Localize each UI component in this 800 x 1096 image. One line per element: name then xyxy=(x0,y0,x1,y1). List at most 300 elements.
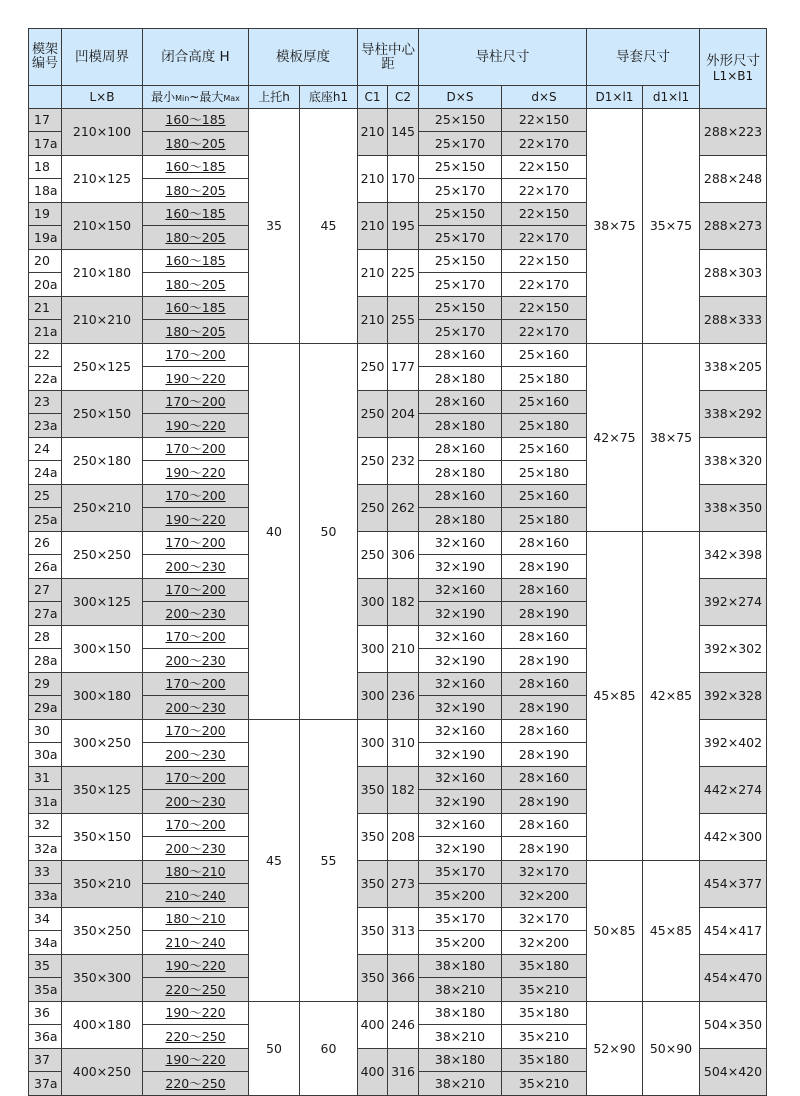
model-no-a: 20a xyxy=(29,273,62,297)
post-center-c2: 210 xyxy=(388,626,419,673)
post-size-upper: 38×180 xyxy=(419,1002,502,1025)
model-no-a: 21a xyxy=(29,320,62,344)
post-center-c1: 400 xyxy=(358,1002,388,1049)
cavity-size: 210×210 xyxy=(62,297,143,344)
post-size-lower-a: 28×190 xyxy=(502,602,587,626)
guide-bush-lower: 42×85 xyxy=(643,532,700,861)
closed-height-min: 190～220 xyxy=(143,955,249,978)
sub-min-max xyxy=(143,86,249,109)
post-center-c1: 210 xyxy=(358,297,388,344)
header-bush-size: 导套尺寸 xyxy=(587,29,700,86)
post-size-upper-a: 28×180 xyxy=(419,414,502,438)
post-size-upper: 32×160 xyxy=(419,720,502,743)
model-no-a: 25a xyxy=(29,508,62,532)
outer-size: 454×417 xyxy=(700,908,767,955)
closed-height-max: 200～230 xyxy=(143,837,249,861)
post-center-c1: 210 xyxy=(358,156,388,203)
model-no: 25 xyxy=(29,485,62,508)
cavity-size: 250×180 xyxy=(62,438,143,485)
post-size-upper: 32×160 xyxy=(419,673,502,696)
table-row xyxy=(29,532,767,555)
closed-height-max: 190～220 xyxy=(143,367,249,391)
post-center-c2: 306 xyxy=(388,532,419,579)
post-size-upper: 35×170 xyxy=(419,908,502,931)
post-size-lower: 25×160 xyxy=(502,344,587,367)
model-no-a: 37a xyxy=(29,1072,62,1096)
cavity-size: 350×125 xyxy=(62,767,143,814)
post-center-c2: 262 xyxy=(388,485,419,532)
model-no-a: 19a xyxy=(29,226,62,250)
closed-height-max: 190～220 xyxy=(143,461,249,485)
model-no: 19 xyxy=(29,203,62,226)
post-size-lower: 28×160 xyxy=(502,767,587,790)
post-size-lower: 28×160 xyxy=(502,720,587,743)
closed-height-max: 180～205 xyxy=(143,273,249,297)
outer-size: 288×303 xyxy=(700,250,767,297)
cavity-size: 300×180 xyxy=(62,673,143,720)
guide-bush-lower: 45×85 xyxy=(643,861,700,1002)
post-center-c2: 236 xyxy=(388,673,419,720)
post-center-c2: 366 xyxy=(388,955,419,1002)
top-plate-thickness: 40 xyxy=(249,344,300,720)
post-center-c1: 300 xyxy=(358,626,388,673)
post-size-lower-a: 35×210 xyxy=(502,1025,587,1049)
post-size-lower: 22×150 xyxy=(502,297,587,320)
closed-height-min: 190～220 xyxy=(143,1002,249,1025)
post-center-c1: 250 xyxy=(358,391,388,438)
outer-size: 392×402 xyxy=(700,720,767,767)
outer-size: 338×320 xyxy=(700,438,767,485)
post-size-upper-a: 25×170 xyxy=(419,226,502,250)
cavity-size: 400×180 xyxy=(62,1002,143,1049)
post-size-lower-a: 25×180 xyxy=(502,461,587,485)
header-closed-height: 闭合高度 H xyxy=(143,29,249,86)
closed-height-min: 170～200 xyxy=(143,532,249,555)
outer-size: 504×350 xyxy=(700,1002,767,1049)
sub-c2: C2 xyxy=(388,86,419,109)
post-size-upper-a: 25×170 xyxy=(419,320,502,344)
post-size-upper-a: 32×190 xyxy=(419,602,502,626)
header-post-center: 导柱中心距 xyxy=(358,29,419,86)
die-set-spec-table xyxy=(28,28,767,1096)
post-size-lower: 28×160 xyxy=(502,579,587,602)
closed-height-min: 190～220 xyxy=(143,1049,249,1072)
post-size-lower-a: 22×170 xyxy=(502,226,587,250)
closed-height-min: 180～210 xyxy=(143,908,249,931)
top-plate-thickness: 50 xyxy=(249,1002,300,1096)
closed-height-max: 210～240 xyxy=(143,931,249,955)
closed-height-min: 180～210 xyxy=(143,861,249,884)
guide-bush-upper: 45×85 xyxy=(587,532,643,861)
post-size-upper-a: 35×200 xyxy=(419,884,502,908)
model-no-a: 34a xyxy=(29,931,62,955)
post-size-lower: 35×180 xyxy=(502,955,587,978)
closed-height-max: 220～250 xyxy=(143,978,249,1002)
post-size-lower-a: 28×190 xyxy=(502,743,587,767)
post-size-lower: 25×160 xyxy=(502,485,587,508)
guide-bush-lower: 50×90 xyxy=(643,1002,700,1096)
model-no: 32 xyxy=(29,814,62,837)
post-center-c1: 300 xyxy=(358,673,388,720)
post-size-upper-a: 28×180 xyxy=(419,461,502,485)
post-center-c2: 273 xyxy=(388,861,419,908)
outer-size: 454×470 xyxy=(700,955,767,1002)
base-plate-thickness: 60 xyxy=(300,1002,358,1096)
closed-height-min: 170～200 xyxy=(143,344,249,367)
post-center-c1: 250 xyxy=(358,438,388,485)
post-size-upper-a: 38×210 xyxy=(419,1025,502,1049)
outer-size: 288×248 xyxy=(700,156,767,203)
model-no-a: 27a xyxy=(29,602,62,626)
model-no-a: 33a xyxy=(29,884,62,908)
outer-size: 442×274 xyxy=(700,767,767,814)
top-plate-thickness: 45 xyxy=(249,720,300,1002)
cavity-size: 350×300 xyxy=(62,955,143,1002)
post-center-c2: 208 xyxy=(388,814,419,861)
post-size-lower: 22×150 xyxy=(502,250,587,273)
sub-max: 最大 xyxy=(199,89,224,104)
post-size-lower: 25×160 xyxy=(502,438,587,461)
post-size-upper-a: 32×190 xyxy=(419,837,502,861)
outer-size: 288×333 xyxy=(700,297,767,344)
post-center-c1: 300 xyxy=(358,579,388,626)
model-no: 29 xyxy=(29,673,62,696)
guide-bush-upper: 42×75 xyxy=(587,344,643,532)
post-center-c1: 250 xyxy=(358,532,388,579)
sub-bush-d1l1-lower: d1×l1 xyxy=(643,86,700,109)
model-no-a: 36a xyxy=(29,1025,62,1049)
model-no: 24 xyxy=(29,438,62,461)
post-size-upper: 32×160 xyxy=(419,626,502,649)
post-center-c2: 255 xyxy=(388,297,419,344)
sub-min-small: Min xyxy=(175,93,190,103)
table-row xyxy=(29,344,767,367)
closed-height-min: 170～200 xyxy=(143,814,249,837)
closed-height-max: 180～205 xyxy=(143,179,249,203)
closed-height-max: 200～230 xyxy=(143,602,249,626)
post-center-c2: 246 xyxy=(388,1002,419,1049)
post-size-lower-a: 28×190 xyxy=(502,837,587,861)
post-center-c2: 204 xyxy=(388,391,419,438)
cavity-size: 210×100 xyxy=(62,109,143,156)
post-size-upper-a: 28×180 xyxy=(419,367,502,391)
post-size-lower: 22×150 xyxy=(502,109,587,132)
post-center-c2: 145 xyxy=(388,109,419,156)
post-size-lower: 22×150 xyxy=(502,203,587,226)
closed-height-min: 170～200 xyxy=(143,485,249,508)
post-size-upper-a: 32×190 xyxy=(419,649,502,673)
post-center-c2: 182 xyxy=(388,579,419,626)
outer-size: 442×300 xyxy=(700,814,767,861)
table-row xyxy=(29,861,767,884)
model-no: 37 xyxy=(29,1049,62,1072)
cavity-size: 210×180 xyxy=(62,250,143,297)
sub-tilde: ~ xyxy=(189,89,200,104)
post-size-upper: 32×160 xyxy=(419,579,502,602)
post-size-upper: 25×150 xyxy=(419,156,502,179)
post-center-c2: 232 xyxy=(388,438,419,485)
model-no: 35 xyxy=(29,955,62,978)
sub-min: 最小 xyxy=(151,89,176,104)
cavity-size: 300×150 xyxy=(62,626,143,673)
closed-height-max: 210～240 xyxy=(143,884,249,908)
closed-height-max: 200～230 xyxy=(143,696,249,720)
post-center-c2: 195 xyxy=(388,203,419,250)
post-center-c1: 350 xyxy=(358,767,388,814)
model-no: 26 xyxy=(29,532,62,555)
outer-size: 392×302 xyxy=(700,626,767,673)
outer-size: 392×328 xyxy=(700,673,767,720)
post-size-upper-a: 32×190 xyxy=(419,743,502,767)
model-no-a: 22a xyxy=(29,367,62,391)
sub-max-small: Max xyxy=(223,93,240,103)
header-outer-size xyxy=(700,29,767,109)
closed-height-min: 170～200 xyxy=(143,391,249,414)
post-size-upper: 32×160 xyxy=(419,767,502,790)
post-size-lower: 25×160 xyxy=(502,391,587,414)
closed-height-max: 200～230 xyxy=(143,555,249,579)
post-center-c2: 170 xyxy=(388,156,419,203)
post-size-upper-a: 32×190 xyxy=(419,790,502,814)
closed-height-max: 180～205 xyxy=(143,226,249,250)
table-body xyxy=(29,109,767,1096)
sub-post-dxs-lower: d×S xyxy=(502,86,587,109)
cavity-size: 250×125 xyxy=(62,344,143,391)
post-center-c1: 350 xyxy=(358,814,388,861)
model-no-a: 35a xyxy=(29,978,62,1002)
closed-height-min: 170～200 xyxy=(143,673,249,696)
post-center-c1: 210 xyxy=(358,109,388,156)
guide-bush-upper: 38×75 xyxy=(587,109,643,344)
outer-size: 338×292 xyxy=(700,391,767,438)
closed-height-max: 180～205 xyxy=(143,132,249,156)
post-size-lower-a: 22×170 xyxy=(502,273,587,297)
post-size-upper: 35×170 xyxy=(419,861,502,884)
post-size-lower: 35×180 xyxy=(502,1049,587,1072)
post-size-upper: 25×150 xyxy=(419,250,502,273)
post-center-c1: 250 xyxy=(358,344,388,391)
post-center-c2: 177 xyxy=(388,344,419,391)
cavity-size: 400×250 xyxy=(62,1049,143,1096)
model-no: 17 xyxy=(29,109,62,132)
closed-height-min: 160～185 xyxy=(143,250,249,273)
post-size-upper: 32×160 xyxy=(419,814,502,837)
post-center-c1: 400 xyxy=(358,1049,388,1096)
sub-base: 底座h1 xyxy=(300,86,358,109)
cavity-size: 350×210 xyxy=(62,861,143,908)
post-size-lower: 35×180 xyxy=(502,1002,587,1025)
post-size-upper: 28×160 xyxy=(419,438,502,461)
header-cavity: 凹模周界 xyxy=(62,29,143,86)
header-post-size: 导柱尺寸 xyxy=(419,29,587,86)
post-center-c1: 250 xyxy=(358,485,388,532)
post-size-upper-a: 32×190 xyxy=(419,696,502,720)
model-no: 28 xyxy=(29,626,62,649)
table-row xyxy=(29,109,767,132)
closed-height-max: 220～250 xyxy=(143,1025,249,1049)
model-no: 27 xyxy=(29,579,62,602)
post-size-lower-a: 32×200 xyxy=(502,931,587,955)
model-no-a: 18a xyxy=(29,179,62,203)
post-size-upper: 28×160 xyxy=(419,344,502,367)
sub-lxb: L×B xyxy=(62,86,143,109)
post-size-upper-a: 25×170 xyxy=(419,179,502,203)
closed-height-min: 160～185 xyxy=(143,297,249,320)
guide-bush-upper: 52×90 xyxy=(587,1002,643,1096)
outer-size: 338×350 xyxy=(700,485,767,532)
post-size-lower-a: 25×180 xyxy=(502,414,587,438)
post-size-upper: 38×180 xyxy=(419,1049,502,1072)
cavity-size: 350×150 xyxy=(62,814,143,861)
closed-height-min: 170～200 xyxy=(143,767,249,790)
closed-height-max: 190～220 xyxy=(143,414,249,438)
model-no: 30 xyxy=(29,720,62,743)
post-size-upper: 28×160 xyxy=(419,391,502,414)
closed-height-min: 170～200 xyxy=(143,579,249,602)
base-plate-thickness: 45 xyxy=(300,109,358,344)
cavity-size: 210×125 xyxy=(62,156,143,203)
model-no-a: 31a xyxy=(29,790,62,814)
post-size-lower: 28×160 xyxy=(502,626,587,649)
cavity-size: 300×250 xyxy=(62,720,143,767)
post-center-c2: 313 xyxy=(388,908,419,955)
sub-top: 上托h xyxy=(249,86,300,109)
top-plate-thickness: 35 xyxy=(249,109,300,344)
post-size-upper: 28×160 xyxy=(419,485,502,508)
cavity-size: 250×250 xyxy=(62,532,143,579)
closed-height-min: 160～185 xyxy=(143,203,249,226)
cavity-size: 250×210 xyxy=(62,485,143,532)
closed-height-max: 190～220 xyxy=(143,508,249,532)
post-size-lower-a: 35×210 xyxy=(502,978,587,1002)
header-plate-thickness: 模板厚度 xyxy=(249,29,358,86)
header-blank xyxy=(29,86,62,109)
header-model-no: 模架编号 xyxy=(29,29,62,86)
sub-c1: C1 xyxy=(358,86,388,109)
post-size-upper: 25×150 xyxy=(419,203,502,226)
model-no: 36 xyxy=(29,1002,62,1025)
model-no-a: 30a xyxy=(29,743,62,767)
closed-height-min: 160～185 xyxy=(143,109,249,132)
post-size-lower-a: 28×190 xyxy=(502,555,587,579)
post-size-lower: 22×150 xyxy=(502,156,587,179)
model-no: 21 xyxy=(29,297,62,320)
closed-height-min: 170～200 xyxy=(143,438,249,461)
model-no: 23 xyxy=(29,391,62,414)
post-size-upper-a: 35×200 xyxy=(419,931,502,955)
cavity-size: 300×125 xyxy=(62,579,143,626)
base-plate-thickness: 50 xyxy=(300,344,358,720)
post-size-lower-a: 22×170 xyxy=(502,320,587,344)
model-no-a: 17a xyxy=(29,132,62,156)
post-size-lower-a: 32×200 xyxy=(502,884,587,908)
table-row xyxy=(29,1002,767,1025)
closed-height-max: 180～205 xyxy=(143,320,249,344)
post-center-c1: 210 xyxy=(358,203,388,250)
closed-height-min: 160～185 xyxy=(143,156,249,179)
model-no-a: 28a xyxy=(29,649,62,673)
outer-size: 288×223 xyxy=(700,109,767,156)
post-center-c1: 300 xyxy=(358,720,388,767)
post-size-upper: 32×160 xyxy=(419,532,502,555)
model-no-a: 23a xyxy=(29,414,62,438)
post-size-upper-a: 32×190 xyxy=(419,555,502,579)
post-size-lower: 32×170 xyxy=(502,908,587,931)
post-size-upper-a: 25×170 xyxy=(419,273,502,297)
post-center-c1: 350 xyxy=(358,861,388,908)
cavity-size: 210×150 xyxy=(62,203,143,250)
guide-bush-lower: 38×75 xyxy=(643,344,700,532)
spec-table-wrapper xyxy=(28,28,767,1096)
post-size-lower-a: 25×180 xyxy=(502,508,587,532)
model-no-a: 32a xyxy=(29,837,62,861)
post-center-c1: 350 xyxy=(358,908,388,955)
base-plate-thickness: 55 xyxy=(300,720,358,1002)
post-size-lower-a: 22×170 xyxy=(502,132,587,156)
post-size-lower-a: 22×170 xyxy=(502,179,587,203)
model-no: 31 xyxy=(29,767,62,790)
post-size-lower-a: 35×210 xyxy=(502,1072,587,1096)
outer-size: 392×274 xyxy=(700,579,767,626)
post-center-c1: 350 xyxy=(358,955,388,1002)
guide-bush-lower: 35×75 xyxy=(643,109,700,344)
closed-height-min: 170～200 xyxy=(143,626,249,649)
model-no-a: 24a xyxy=(29,461,62,485)
sub-bush-d1l1: D1×l1 xyxy=(587,86,643,109)
post-size-upper: 38×180 xyxy=(419,955,502,978)
closed-height-min: 170～200 xyxy=(143,720,249,743)
post-center-c2: 316 xyxy=(388,1049,419,1096)
post-size-upper: 25×150 xyxy=(419,297,502,320)
model-no: 20 xyxy=(29,250,62,273)
cavity-size: 250×150 xyxy=(62,391,143,438)
model-no: 22 xyxy=(29,344,62,367)
guide-bush-upper: 50×85 xyxy=(587,861,643,1002)
post-size-lower-a: 25×180 xyxy=(502,367,587,391)
closed-height-max: 200～230 xyxy=(143,790,249,814)
outer-size: 504×420 xyxy=(700,1049,767,1096)
post-size-lower-a: 28×190 xyxy=(502,790,587,814)
post-size-lower: 28×160 xyxy=(502,532,587,555)
post-size-lower-a: 28×190 xyxy=(502,649,587,673)
post-center-c1: 210 xyxy=(358,250,388,297)
post-size-upper-a: 38×210 xyxy=(419,1072,502,1096)
post-size-lower: 28×160 xyxy=(502,814,587,837)
closed-height-max: 200～230 xyxy=(143,649,249,673)
post-size-upper-a: 38×210 xyxy=(419,978,502,1002)
post-size-lower: 28×160 xyxy=(502,673,587,696)
model-no: 33 xyxy=(29,861,62,884)
outer-size: 288×273 xyxy=(700,203,767,250)
outer-size: 342×398 xyxy=(700,532,767,579)
sub-post-dxs: D×S xyxy=(419,86,502,109)
post-center-c2: 310 xyxy=(388,720,419,767)
closed-height-max: 220～250 xyxy=(143,1072,249,1096)
post-size-lower-a: 28×190 xyxy=(502,696,587,720)
model-no-a: 29a xyxy=(29,696,62,720)
post-center-c2: 225 xyxy=(388,250,419,297)
post-size-upper: 25×150 xyxy=(419,109,502,132)
model-no: 34 xyxy=(29,908,62,931)
post-size-lower: 32×170 xyxy=(502,861,587,884)
header-outer-size-sub: L1×B1 xyxy=(712,68,754,83)
model-no: 18 xyxy=(29,156,62,179)
outer-size: 338×205 xyxy=(700,344,767,391)
post-size-upper-a: 28×180 xyxy=(419,508,502,532)
model-no-a: 26a xyxy=(29,555,62,579)
post-size-upper-a: 25×170 xyxy=(419,132,502,156)
post-center-c2: 182 xyxy=(388,767,419,814)
